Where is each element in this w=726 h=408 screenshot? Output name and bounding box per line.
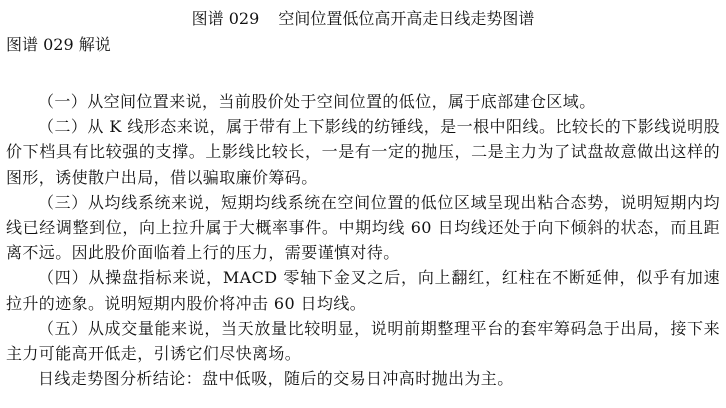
paragraph-moving-average: （三）从均线系统来说，短期均线系统在空间位置的低位区域呈现出粘合态势，说明短期内均线已经调整到位，向上拉升属于大概率事件。中期均线 60 日均线还处于向下倾斜的状态，而且距离不远。因此股价面临着上行的压力，需要谨慎对待。 xyxy=(6,192,720,263)
paragraph-position: （一）从空间位置来说，当前股价处于空间位置的低位，属于底部建仓区域。 xyxy=(38,92,596,111)
commentary-body xyxy=(6,89,720,391)
paragraph-indicator: （四）从操盘指标来说，MACD 零轴下金叉之后，向上翻红，红柱在不断延伸，似乎有加速拉升的迹象。说明短期内股价将冲击 60 日均线。 xyxy=(6,268,720,313)
figure-caption-label: 图谱 029 xyxy=(191,9,260,28)
conclusion-line: 日线走势图分析结论：盘中低吸，随后的交易日冲高时抛出为主。 xyxy=(38,369,514,389)
section-title: 图谱 029 解说 xyxy=(6,35,111,54)
paragraph-volume: （五）从成交量能来说，当天放量比较明显，说明前期整理平台的套牢筹码急于出局，接下来主力可能高开低走，引诱它们尽快离场。 xyxy=(6,318,720,364)
paragraph-candlestick: （二）从 K 线形态来说，属于带有上下影线的纺锤线，是一根中阳线。比较长的下影线说明股价下档具有比较强的支撑。上影线比较长，一是有一定的抛压，二是主力为了试盘故意做出这样的图形，诱使散户出局，借以骗取廉价筹码。 xyxy=(6,117,720,187)
figure-caption-title: 空间位置低位高开高走日线走势图谱 xyxy=(278,9,535,28)
figure-caption xyxy=(0,8,726,30)
